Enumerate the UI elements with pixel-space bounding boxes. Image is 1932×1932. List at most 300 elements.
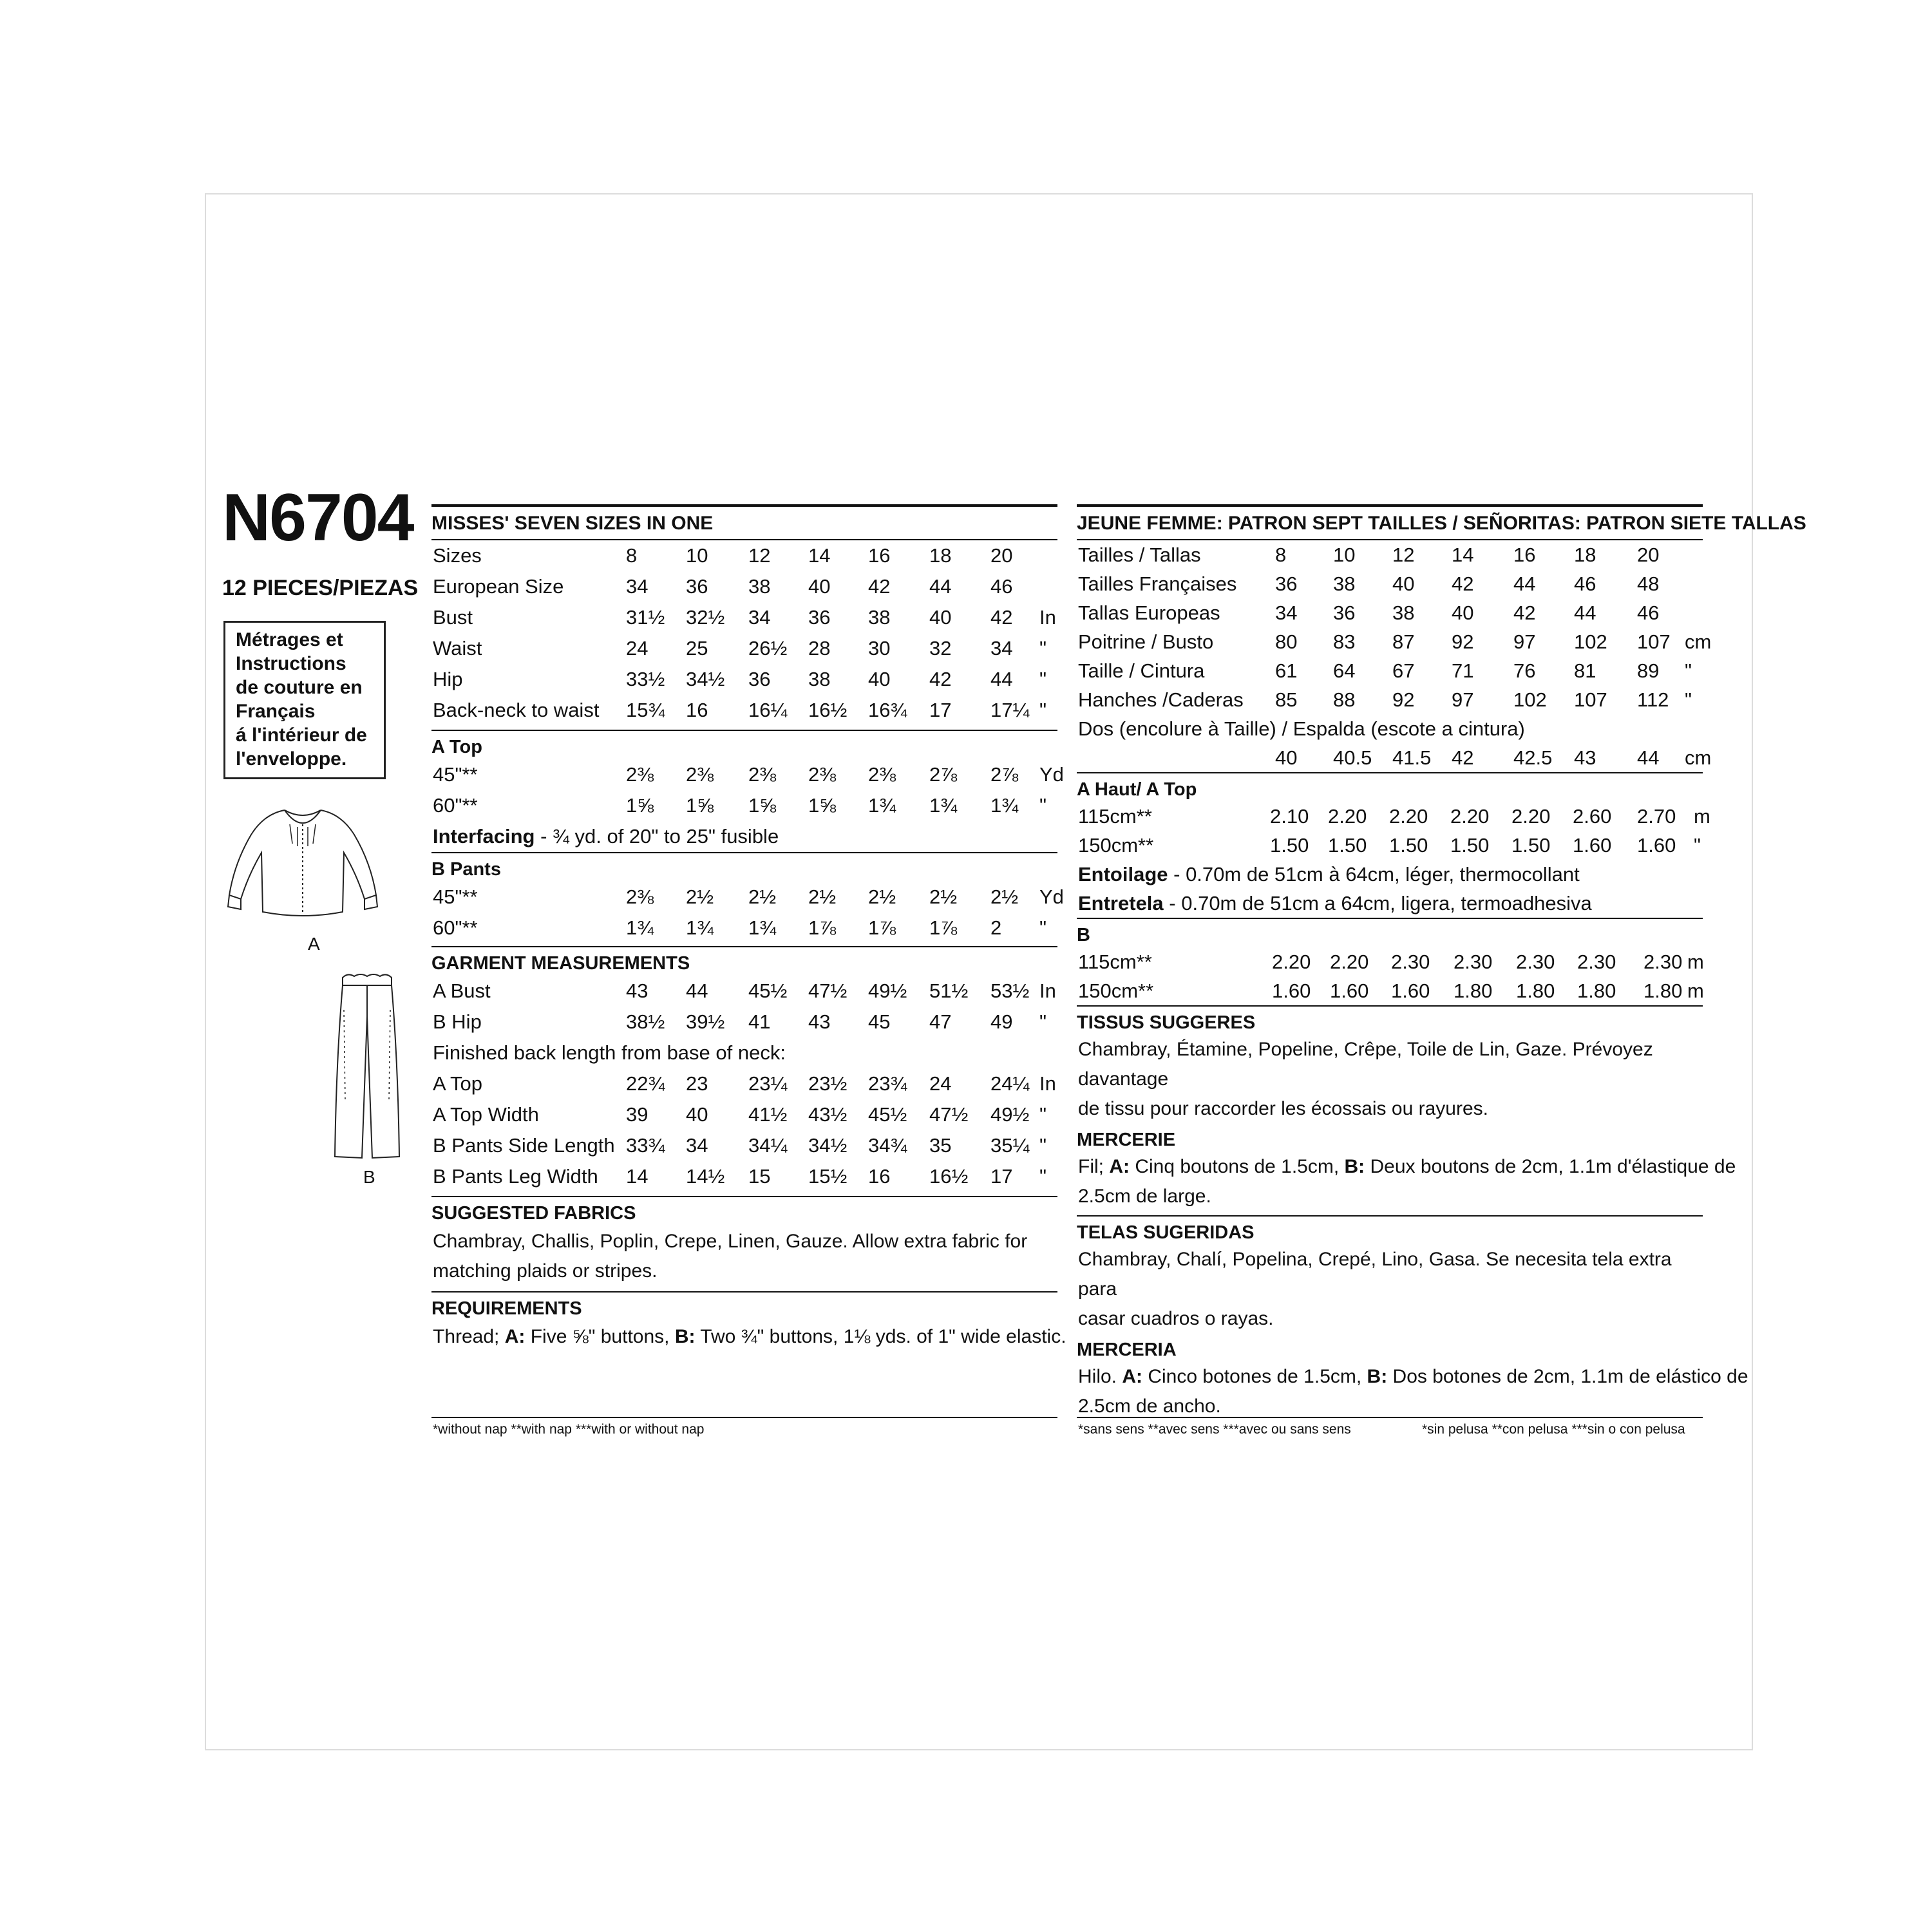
- size-value: 1¾: [748, 916, 777, 939]
- size-value: 10: [1333, 544, 1356, 566]
- size-value: 22¾: [626, 1072, 665, 1095]
- row-label: 60"**: [433, 794, 478, 817]
- size-value: 18: [929, 544, 952, 567]
- row-label: 60"**: [433, 916, 478, 939]
- table-row: [1077, 569, 1703, 598]
- size-value: 36: [808, 606, 831, 629]
- size-value: 34: [748, 606, 771, 629]
- size-value: 80: [1275, 630, 1298, 653]
- size-value: 64: [1333, 659, 1356, 682]
- size-value: 47½: [808, 980, 848, 1002]
- table-row: [1077, 685, 1703, 714]
- row-label: Bust: [433, 606, 473, 629]
- unit-label: ": [1039, 794, 1047, 817]
- size-value: 67: [1392, 659, 1415, 682]
- size-value: 40: [808, 575, 831, 598]
- view-a-blouse-sketch: [225, 799, 380, 927]
- requirements-heading: REQUIREMENTS: [431, 1298, 582, 1319]
- table-row: [431, 913, 1057, 943]
- size-value: 42: [868, 575, 891, 598]
- row-label: 45"**: [433, 886, 478, 908]
- size-value: 23¾: [868, 1072, 907, 1095]
- size-value: 2.30: [1577, 951, 1616, 973]
- size-value: 38½: [626, 1010, 665, 1033]
- size-value: 2⅜: [748, 763, 777, 786]
- row-label: Hip: [433, 668, 463, 690]
- french-spanish-measurements-column: [1077, 504, 1806, 1421]
- a-top-heading: A Top: [431, 737, 482, 757]
- table-row: [431, 1007, 1057, 1037]
- merceria-line2: 2.5cm de ancho.: [1078, 1396, 1221, 1417]
- view-a-label: A: [308, 934, 320, 954]
- row-label: Waist: [433, 637, 482, 659]
- size-value: 34: [686, 1134, 708, 1157]
- size-value: 1.80: [1516, 980, 1555, 1002]
- view-a-merceria: Cinco botones de 1.5cm,: [1142, 1366, 1367, 1387]
- size-value: 87: [1392, 630, 1415, 653]
- size-value: 92: [1452, 630, 1474, 653]
- french-footnote-rule: [1077, 1417, 1703, 1418]
- row-label: Hanches /Caderas: [1078, 688, 1244, 711]
- table-row: [431, 1130, 1057, 1161]
- size-value: 24: [626, 637, 649, 659]
- unit-label: Yd: [1039, 763, 1064, 786]
- french-instructions-box: [223, 621, 386, 779]
- mercerie-heading: MERCERIE: [1077, 1130, 1176, 1150]
- row-label: Tallas Europeas: [1078, 601, 1220, 624]
- size-value: 16½: [929, 1165, 969, 1188]
- suggested-fabrics-text: [431, 1226, 1057, 1293]
- size-value: 16: [868, 544, 891, 567]
- french-note-line: Métrages et: [236, 629, 343, 650]
- table-row: [1077, 627, 1712, 656]
- row-label: A Top Width: [433, 1103, 539, 1126]
- size-value: 2.70: [1637, 805, 1676, 828]
- size-value: 71: [1452, 659, 1474, 682]
- garment-table-2: [431, 1068, 1057, 1192]
- size-value: 38: [1333, 573, 1356, 595]
- size-value: 2.30: [1391, 951, 1430, 973]
- size-value: 2⅜: [626, 763, 654, 786]
- row-label: B Hip: [433, 1010, 482, 1033]
- size-value: 45½: [868, 1103, 907, 1126]
- size-value: 2½: [929, 886, 958, 908]
- size-value: 42.5: [1513, 746, 1553, 769]
- size-value: 8: [626, 544, 638, 567]
- size-value: 41½: [748, 1103, 788, 1126]
- b-pants-yardage-table: [431, 882, 1064, 943]
- size-value: 102: [1513, 688, 1547, 711]
- unit-label: ": [1039, 699, 1047, 721]
- size-value: 14: [1452, 544, 1474, 566]
- garment-table-1: [431, 976, 1057, 1037]
- size-value: 42: [1452, 746, 1474, 769]
- size-value: 41: [748, 1010, 771, 1033]
- french-spanish-title: JEUNE FEMME: PATRON SEPT TAILLES / SEÑORITAS: PATRON SIETE TALLAS: [1077, 504, 1703, 540]
- tissus-text: [1077, 1035, 1703, 1124]
- size-value: 85: [1275, 688, 1298, 711]
- size-value: 97: [1452, 688, 1474, 711]
- entoilage-bold: Entoilage: [1078, 863, 1168, 886]
- size-value: 44: [1513, 573, 1536, 595]
- table-row: [431, 1161, 1057, 1192]
- telas-text: [1077, 1245, 1703, 1334]
- view-b-merceria: Dos botones de 2cm, 1.1m de elástico de: [1387, 1366, 1748, 1387]
- size-value: 46: [1637, 601, 1660, 624]
- tissus-line: de tissu pour raccorder les écossais ou rayures.: [1078, 1098, 1488, 1119]
- size-value: 47½: [929, 1103, 969, 1126]
- size-value: 16½: [808, 699, 848, 721]
- view-b-bold: B:: [1367, 1366, 1388, 1387]
- size-value: 34½: [808, 1134, 848, 1157]
- size-value: 1.60: [1637, 834, 1676, 857]
- size-value: 18: [1574, 544, 1596, 566]
- size-value: 97: [1513, 630, 1536, 653]
- size-value: 34: [1275, 601, 1298, 624]
- entretela-text: - 0.70m de 51cm a 64cm, ligera, termoadhesiva: [1163, 892, 1592, 914]
- size-value: 2.30: [1643, 951, 1683, 973]
- size-value: 16: [1513, 544, 1536, 566]
- table-row: [1077, 802, 1710, 831]
- english-title: MISSES' SEVEN SIZES IN ONE: [431, 504, 1057, 540]
- unit-label: cm: [1685, 630, 1712, 653]
- table-row: [431, 790, 1057, 821]
- size-value: 42: [1513, 601, 1536, 624]
- size-value: 2.60: [1573, 805, 1612, 828]
- size-value: 30: [868, 637, 891, 659]
- size-value: 2.20: [1389, 805, 1428, 828]
- size-value: 51½: [929, 980, 969, 1002]
- size-value: 2.20: [1272, 951, 1311, 973]
- size-value: 2.20: [1330, 951, 1369, 973]
- size-value: 38: [868, 606, 891, 629]
- view-b-pants-sketch: [328, 971, 406, 1164]
- size-value: 53½: [990, 980, 1030, 1002]
- size-value: 1.50: [1450, 834, 1490, 857]
- size-value: 36: [748, 668, 771, 690]
- size-value: 31½: [626, 606, 665, 629]
- size-value: 40.5: [1333, 746, 1372, 769]
- size-value: 46: [1574, 573, 1596, 595]
- size-value: 35: [929, 1134, 952, 1157]
- size-value: 2.20: [1328, 805, 1367, 828]
- size-value: 44: [1637, 746, 1660, 769]
- unit-label: Yd: [1039, 886, 1064, 908]
- size-value: 23: [686, 1072, 708, 1095]
- row-label: Tailles Françaises: [1078, 573, 1237, 595]
- size-value: 107: [1637, 630, 1671, 653]
- size-value: 43: [626, 980, 649, 1002]
- merceria-heading: MERCERIA: [1077, 1340, 1177, 1360]
- size-value: 38: [808, 668, 831, 690]
- table-row: [431, 882, 1064, 913]
- size-value: 40: [868, 668, 891, 690]
- unit-label: In: [1039, 1072, 1056, 1095]
- unit-label: In: [1039, 606, 1056, 629]
- table-row: [1077, 831, 1703, 860]
- size-value: 39½: [686, 1010, 725, 1033]
- size-value: 1.60: [1391, 980, 1430, 1002]
- row-label: European Size: [433, 575, 564, 598]
- size-value: 43½: [808, 1103, 848, 1126]
- unit-label: ": [1039, 1134, 1047, 1157]
- tissus-line: Chambray, Étamine, Popeline, Crêpe, Toile de Lin, Gaze. Prévoyez davantage: [1078, 1039, 1653, 1090]
- row-label: Tailles / Tallas: [1078, 544, 1201, 566]
- row-label: A Top: [433, 1072, 483, 1095]
- size-value: 2½: [748, 886, 777, 908]
- b-heading: B: [1077, 925, 1090, 945]
- size-value: 16: [868, 1165, 891, 1188]
- size-value: 43: [1574, 746, 1596, 769]
- size-value: 40: [1392, 573, 1415, 595]
- row-label: Poitrine / Busto: [1078, 630, 1214, 653]
- table-row: [431, 759, 1064, 790]
- back-length-label: Finished back length from base of neck:: [433, 1041, 786, 1064]
- size-value: 23½: [808, 1072, 848, 1095]
- size-value: 2⅞: [929, 763, 958, 786]
- size-value: 20: [1637, 544, 1660, 566]
- size-value: 1.50: [1328, 834, 1367, 857]
- view-a-notions: Five ⅝" buttons,: [525, 1326, 675, 1347]
- size-value: 12: [748, 544, 771, 567]
- size-value: 16: [686, 699, 708, 721]
- table-row: [431, 664, 1057, 695]
- size-value: 2½: [686, 886, 714, 908]
- unit-label: m: [1687, 951, 1704, 973]
- size-value: 1¾: [686, 916, 714, 939]
- size-value: 24¼: [990, 1072, 1030, 1095]
- row-label: B Pants Leg Width: [433, 1165, 598, 1188]
- size-value: 44: [929, 575, 952, 598]
- suggested-fabrics-heading: SUGGESTED FABRICS: [431, 1203, 636, 1224]
- size-value: 47: [929, 1010, 952, 1033]
- size-value: 34½: [686, 668, 725, 690]
- size-value: 10: [686, 544, 708, 567]
- table-row: [431, 1068, 1057, 1099]
- interfacing-bold: Interfacing: [433, 825, 535, 848]
- a-top-yardage-table: [431, 759, 1064, 821]
- row-label: 150cm**: [1078, 980, 1154, 1002]
- size-value: 2⅜: [868, 763, 896, 786]
- interfacing-text: - ¾ yd. of 20" to 25" fusible: [535, 825, 779, 848]
- entoilage-text: - 0.70m de 51cm à 64cm, léger, thermocollant: [1168, 863, 1580, 886]
- size-value: 36: [1333, 601, 1356, 624]
- unit-label: ": [1039, 668, 1047, 690]
- french-footnote: *sans sens **avec sens ***avec ou sans sens: [1078, 1422, 1351, 1437]
- size-value: 2.30: [1516, 951, 1555, 973]
- size-value: 1⅝: [686, 794, 714, 817]
- unit-label: ": [1039, 1010, 1047, 1033]
- size-value: 25: [686, 637, 708, 659]
- size-value: 1¾: [868, 794, 896, 817]
- unit-label: cm: [1685, 746, 1712, 769]
- english-measurements-column: [431, 504, 1066, 1352]
- size-value: 1.60: [1573, 834, 1612, 857]
- size-value: 33½: [626, 668, 665, 690]
- size-value: 12: [1392, 544, 1415, 566]
- telas-line: casar cuadros o rayas.: [1078, 1308, 1274, 1329]
- size-value: 45: [868, 1010, 891, 1033]
- english-footnote-rule: [431, 1417, 1057, 1418]
- a-haut-metrage-table: [1077, 802, 1710, 860]
- size-value: 42: [990, 606, 1013, 629]
- size-value: 1⅝: [626, 794, 654, 817]
- divider: [431, 1192, 1057, 1197]
- pieces-count: 12 PIECES/PIEZAS: [222, 576, 419, 600]
- size-value: 88: [1333, 688, 1356, 711]
- tissus-heading: TISSUS SUGGERES: [1077, 1012, 1256, 1033]
- table-row: [1077, 947, 1703, 976]
- size-value: 92: [1392, 688, 1415, 711]
- size-value: 32½: [686, 606, 725, 629]
- dos-label: Dos (encolure à Taille) / Espalda (escote a cintura): [1078, 717, 1525, 740]
- requirements-text: [431, 1321, 1066, 1352]
- view-b-bold: B:: [674, 1326, 696, 1347]
- table-row: [431, 602, 1057, 633]
- size-value: 17: [929, 699, 952, 721]
- size-value: 1.80: [1577, 980, 1616, 1002]
- entretela-line: [1077, 889, 1703, 919]
- size-value: 36: [686, 575, 708, 598]
- table-row: [1077, 976, 1703, 1005]
- divider: [431, 726, 1057, 731]
- row-label: A Bust: [433, 980, 491, 1002]
- unit-label: In: [1039, 980, 1056, 1002]
- size-value: 15: [748, 1165, 771, 1188]
- size-value: 2½: [868, 886, 896, 908]
- size-value: 2⅜: [808, 763, 837, 786]
- size-value: 44: [990, 668, 1013, 690]
- size-value: 26½: [748, 637, 788, 659]
- spanish-footnote: *sin pelusa **con pelusa ***sin o con pelusa: [1422, 1422, 1685, 1437]
- size-value: 48: [1637, 573, 1660, 595]
- row-label: 45"**: [433, 763, 478, 786]
- size-value: 1⅝: [748, 794, 777, 817]
- size-value: 17: [990, 1165, 1013, 1188]
- size-value: 1.50: [1389, 834, 1428, 857]
- size-value: 44: [686, 980, 708, 1002]
- size-value: 1¾: [626, 916, 654, 939]
- size-value: 14: [626, 1165, 649, 1188]
- size-value: 1⅞: [808, 916, 837, 939]
- unit-label: m: [1687, 980, 1704, 1002]
- entretela-bold: Entretela: [1078, 892, 1164, 914]
- size-value: 39: [626, 1103, 649, 1126]
- table-row: [431, 695, 1057, 726]
- telas-line: Chambray, Chalí, Popelina, Crepé, Lino, Gasa. Se necesita tela extra para: [1078, 1249, 1672, 1300]
- size-value: 40: [686, 1103, 708, 1126]
- mercerie-text: [1077, 1152, 1736, 1217]
- size-value: 23¼: [748, 1072, 788, 1095]
- english-size-table: [431, 540, 1057, 726]
- size-value: 16¾: [868, 699, 907, 721]
- size-value: 49½: [868, 980, 907, 1002]
- telas-heading: TELAS SUGERIDAS: [1077, 1222, 1255, 1243]
- size-value: 2⅜: [626, 886, 654, 908]
- unit-label: ": [1039, 1103, 1047, 1126]
- size-value: 1⅝: [808, 794, 837, 817]
- table-row: [1077, 656, 1703, 685]
- table-row: [431, 976, 1057, 1007]
- size-value: 14: [808, 544, 831, 567]
- size-value: 2⅜: [686, 763, 714, 786]
- size-value: 36: [1275, 573, 1298, 595]
- row-label: Taille / Cintura: [1078, 659, 1205, 682]
- size-value: 45½: [748, 980, 788, 1002]
- size-value: 107: [1574, 688, 1607, 711]
- french-note-line: de couture en: [236, 677, 363, 698]
- table-row: [431, 1099, 1057, 1130]
- size-value: 1⅞: [868, 916, 896, 939]
- a-haut-heading: A Haut/ A Top: [1077, 779, 1197, 800]
- garment-measurements-heading: GARMENT MEASUREMENTS: [431, 953, 690, 974]
- size-value: 34: [626, 575, 649, 598]
- size-value: 49½: [990, 1103, 1030, 1126]
- french-size-table: [1077, 540, 1712, 714]
- french-note-line: Français: [236, 701, 316, 722]
- size-value: 34¾: [868, 1134, 907, 1157]
- view-a-bold: A:: [504, 1326, 526, 1347]
- size-value: 43: [808, 1010, 831, 1033]
- size-value: 1.60: [1330, 980, 1369, 1002]
- size-value: 89: [1637, 659, 1660, 682]
- size-value: 24: [929, 1072, 952, 1095]
- size-value: 61: [1275, 659, 1298, 682]
- size-value: 20: [990, 544, 1013, 567]
- size-value: 15¾: [626, 699, 665, 721]
- row-label: Sizes: [433, 544, 482, 567]
- french-note-line: Instructions: [236, 653, 346, 674]
- size-value: 42: [929, 668, 952, 690]
- view-b-bold: B:: [1344, 1156, 1365, 1177]
- size-value: 38: [1392, 601, 1415, 624]
- view-a-bold: A:: [1122, 1366, 1143, 1387]
- size-value: 28: [808, 637, 831, 659]
- unit-label: ": [1039, 1165, 1047, 1188]
- view-b-mercerie: Deux boutons de 2cm, 1.1m d'élastique de: [1365, 1156, 1736, 1177]
- unit-label: ": [1685, 688, 1692, 711]
- french-note-line: l'enveloppe.: [236, 748, 347, 770]
- row-label: 150cm**: [1078, 834, 1154, 857]
- size-value: 40: [929, 606, 952, 629]
- size-value: 81: [1574, 659, 1596, 682]
- size-value: 49: [990, 1010, 1013, 1033]
- size-value: 34¼: [748, 1134, 788, 1157]
- view-a-bold: A:: [1109, 1156, 1130, 1177]
- size-value: 33¾: [626, 1134, 665, 1157]
- unit-label: ": [1039, 637, 1047, 659]
- merceria-text: [1077, 1362, 1748, 1421]
- size-value: 42: [1452, 573, 1474, 595]
- size-value: 32: [929, 637, 952, 659]
- unit-label: ": [1694, 834, 1701, 857]
- b-metrage-table: [1077, 947, 1703, 1007]
- size-value: 1.60: [1272, 980, 1311, 1002]
- size-value: 2.20: [1511, 805, 1551, 828]
- b-pants-heading: B Pants: [431, 859, 501, 880]
- view-b-notions: Two ¾" buttons, 1⅛ yds. of 1" wide elastic.: [695, 1326, 1066, 1347]
- unit-label: m: [1694, 805, 1710, 828]
- size-value: 8: [1275, 544, 1287, 566]
- size-value: 41.5: [1392, 746, 1432, 769]
- size-value: 1.50: [1270, 834, 1309, 857]
- size-value: 2⅞: [990, 763, 1019, 786]
- thread-text: Thread;: [433, 1326, 505, 1347]
- size-value: 2.20: [1450, 805, 1490, 828]
- table-row: [431, 633, 1057, 664]
- size-value: 1¾: [990, 794, 1019, 817]
- row-label: 115cm**: [1078, 951, 1152, 973]
